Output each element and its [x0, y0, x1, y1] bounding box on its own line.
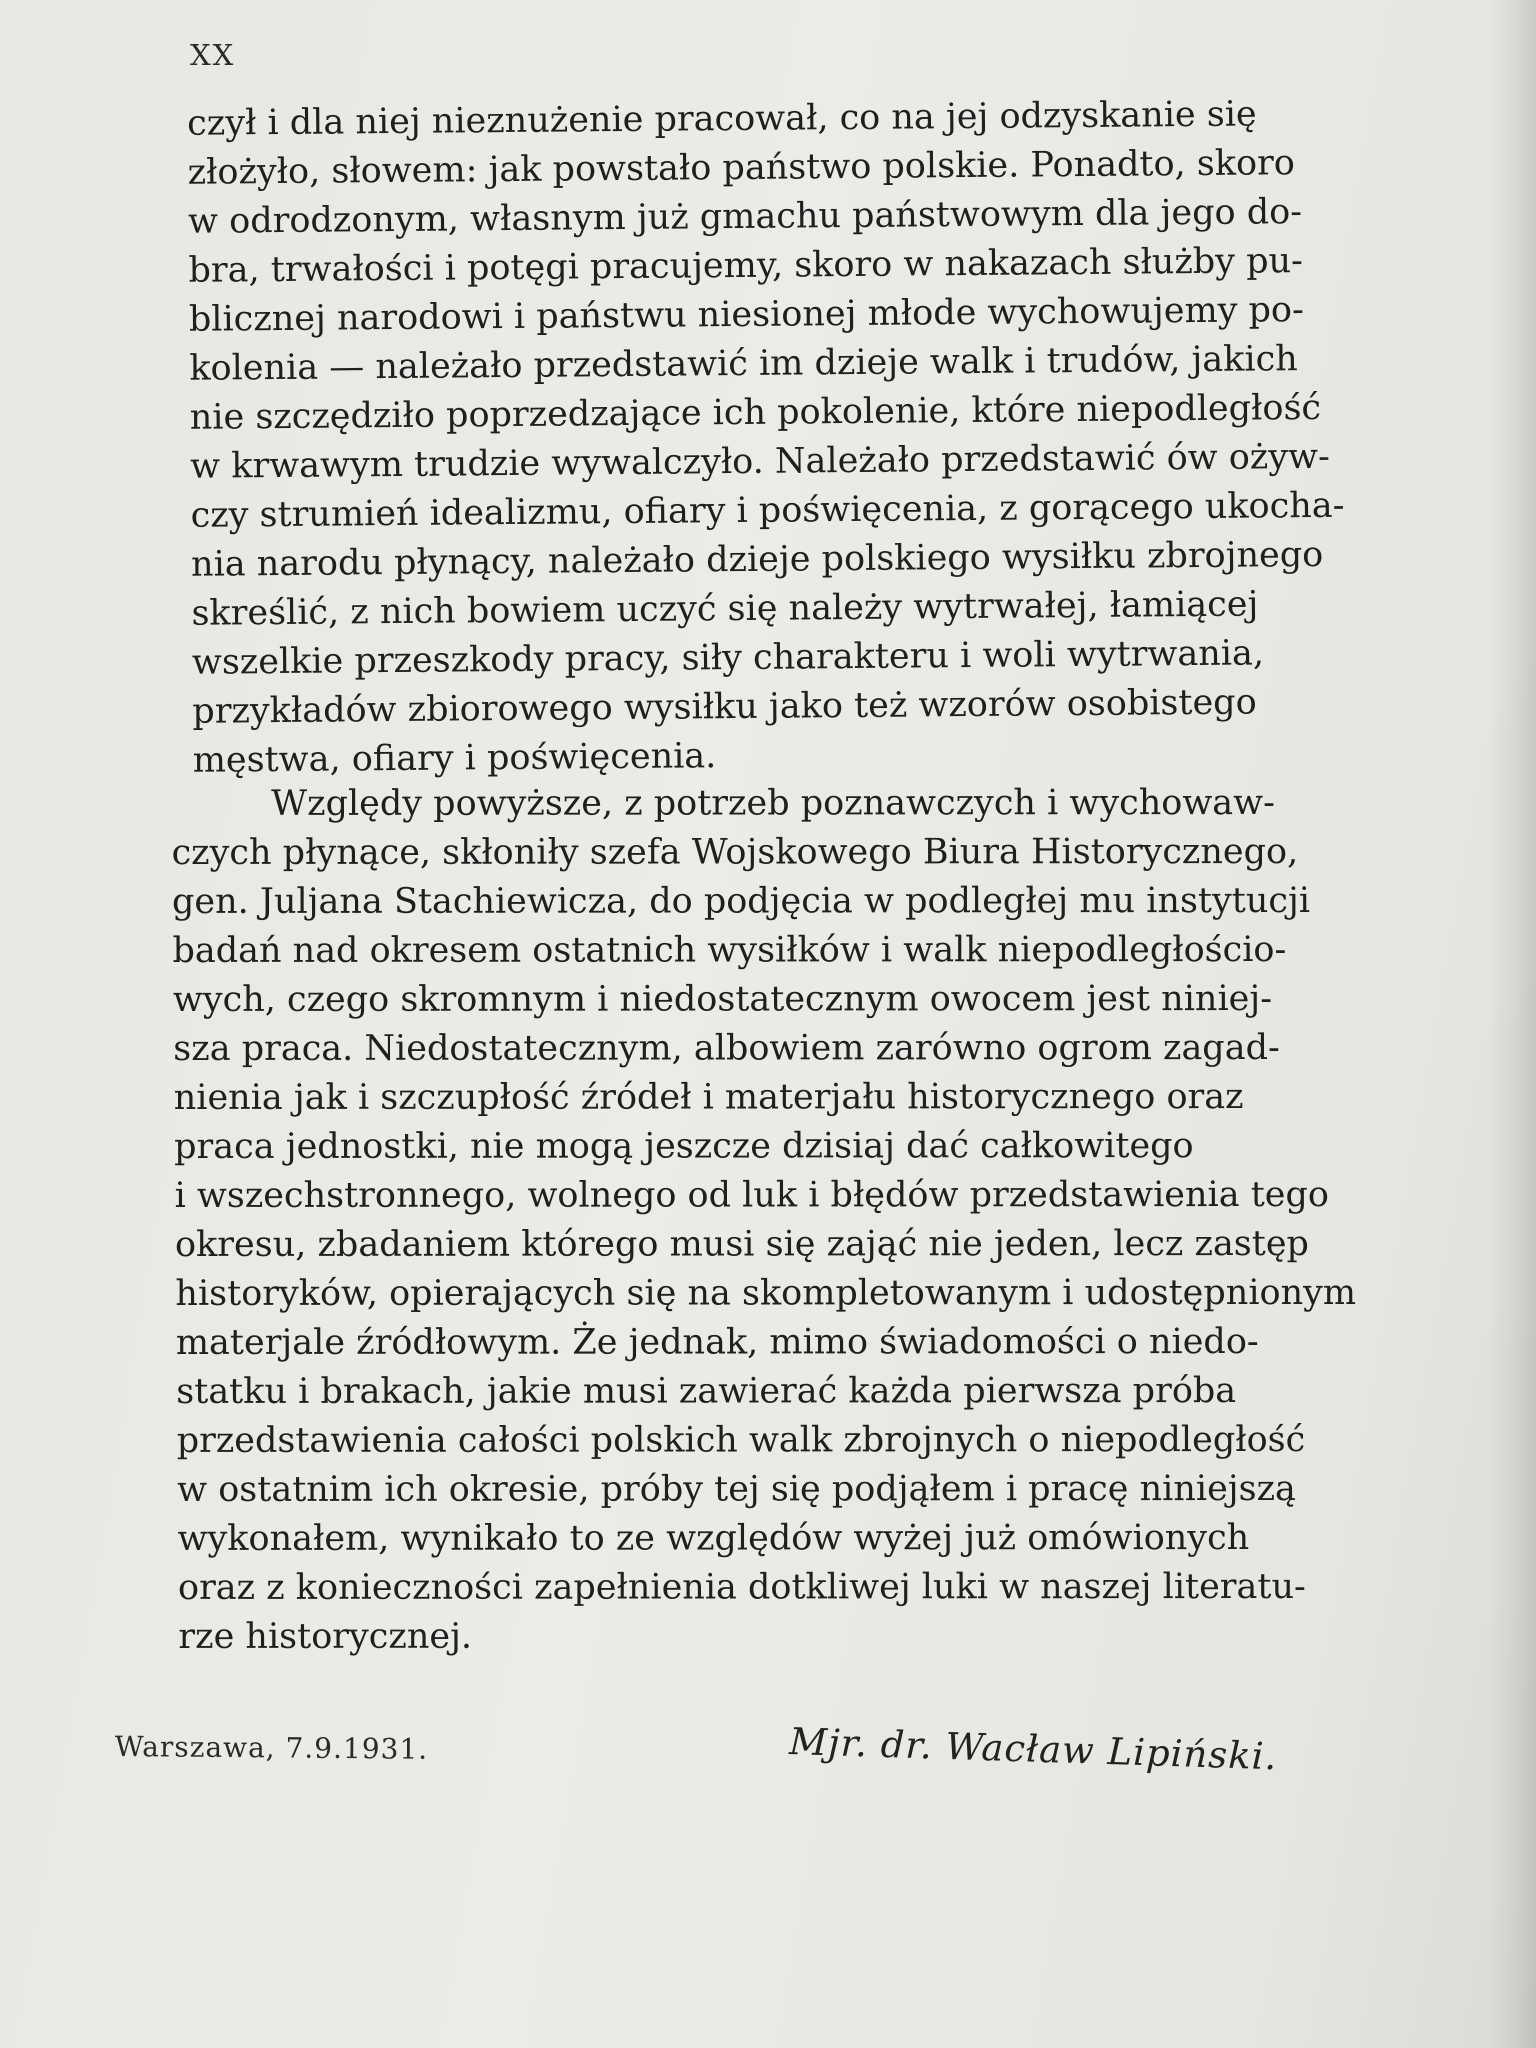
text-line: Względy powyższe, z potrzeb poznawczych i wychowaw- — [271, 783, 1275, 824]
text-line: nienia jak i szczupłość źródeł i materjału historycznego oraz — [173, 1077, 1244, 1118]
text-line: oraz z konieczności zapełnienia dotkliwej luki w naszej literatu- — [177, 1566, 1306, 1608]
text-line: gen. Juljana Stachiewicza, do podjęcia w podległej mu instytucji — [171, 880, 1311, 922]
text-line: blicznej narodowi i państwu niesionej młode wychowujemy po- — [188, 290, 1305, 340]
text-line: skreślić, z nich bowiem uczyć się należy wytrwałej, łamiącej — [191, 584, 1259, 634]
text-line: wszelkie przeszkody pracy, siły charakteru i woli wytrwania, — [191, 633, 1265, 683]
text-line: nie szczędziło poprzedzające ich pokolenie, które niepodległość — [189, 387, 1322, 438]
page-edge-shadow — [1488, 0, 1536, 2048]
paragraph-1 — [187, 90, 1347, 786]
text-line: praca jednostki, nie mogą jeszcze dzisiaj dać całkowitego — [174, 1126, 1194, 1167]
text-line: czy strumień idealizmu, ofiary i poświęcenia, z gorącego ukocha- — [190, 485, 1345, 536]
paragraph-2 — [171, 770, 1359, 1662]
text-line: historyków, opierających się na skompletowanym i udostępnionym — [175, 1272, 1357, 1314]
text-line: przykładów zbiorowego wysiłku jako też wzorów osobistego — [192, 682, 1257, 732]
text-line: w krwawym trudzie wywalczyło. Należało przedstawić ów ożyw- — [190, 436, 1331, 487]
text-line: wykonałem, wynikało to ze względów wyżej już omówionych — [177, 1518, 1250, 1559]
text-line: okresu, zbadaniem którego musi się zająć nie jeden, lecz zastęp — [174, 1223, 1309, 1265]
text-line: w ostatnim ich okresie, próby tej się podjąłem i pracę niniejszą — [177, 1468, 1296, 1510]
text-line: czył i dla niej nieznużenie pracował, co na jej odzyskanie się — [187, 94, 1257, 144]
text-line: wych, czego skromnym i niedostatecznym owocem jest niniej- — [172, 979, 1273, 1020]
text-line: przedstawienia całości polskich walk zbrojnych o niepodległość — [176, 1419, 1306, 1461]
text-line: badań nad okresem ostatnich wysiłków i walk niepodległościo- — [172, 929, 1287, 971]
text-line: złożyło, słowem: jak powstało państwo polskie. Ponadto, skoro — [187, 143, 1296, 193]
place-date: Warszawa, 7.9.1931. — [114, 1730, 429, 1766]
text-line: męstwa, ofiary i poświęcenia. — [192, 736, 717, 781]
text-line: rze historycznej. — [178, 1616, 473, 1657]
author-signature: Mjr. dr. Wacław Lipiński. — [788, 1720, 1278, 1779]
text-line: czych płynące, skłoniły szefa Wojskowego Biura Historycznego, — [171, 831, 1299, 873]
text-line: nia narodu płynący, należało dzieje polskiego wysiłku zbrojnego — [190, 534, 1324, 585]
text-line: materjale źródłowym. Że jednak, mimo świadomości o niedo- — [175, 1322, 1259, 1363]
text-line: kolenia — należało przedstawić im dzieje walk i trudów, jakich — [189, 339, 1298, 389]
text-line: bra, trwałości i potęgi pracujemy, skoro w nakazach służby pu- — [188, 241, 1304, 291]
body-text — [165, 89, 1425, 1657]
text-line: w odrodzonym, własnym już gmachu państwowym dla jego do- — [187, 192, 1303, 242]
text-line: statku i brakach, jakie musi zawierać każda pierwsza próba — [176, 1371, 1237, 1412]
page-number: XX — [190, 38, 236, 72]
text-line: i wszechstronnego, wolnego od luk i błędów przedstawienia tego — [174, 1174, 1330, 1216]
text-line: sza praca. Niedostatecznym, albowiem zarówno ogrom zagad- — [173, 1027, 1280, 1069]
